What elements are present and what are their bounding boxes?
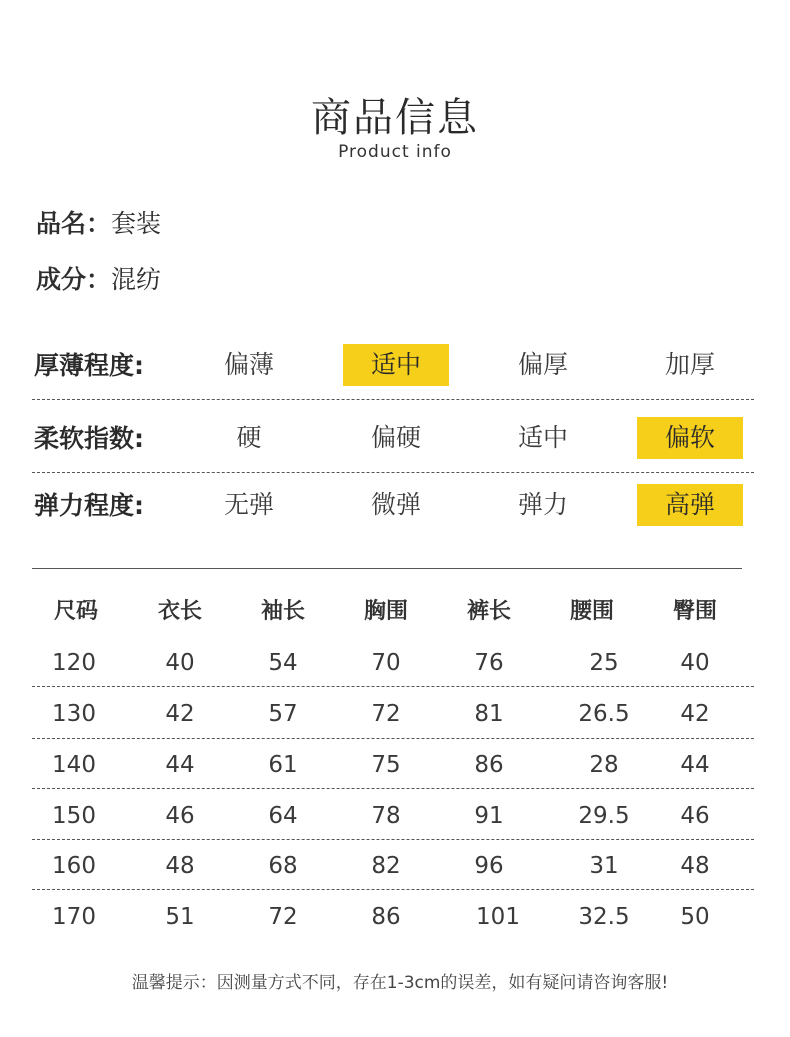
- info-key: 成分：: [36, 265, 112, 294]
- table-cell: 29.5: [578, 803, 630, 829]
- table-cell: 28: [589, 752, 619, 778]
- attr-option: 微弹: [370, 490, 421, 519]
- table-cell: 70: [371, 650, 401, 676]
- table-row: [0, 796, 790, 836]
- divider: [32, 472, 754, 473]
- column-header: 腰围: [569, 599, 614, 624]
- divider: [32, 788, 754, 789]
- table-cell: 91: [474, 803, 504, 829]
- table-cell: 130: [52, 701, 96, 727]
- attr-option: 无弹: [223, 490, 274, 519]
- table-cell: 96: [474, 853, 504, 879]
- table-cell: 64: [268, 803, 298, 829]
- info-value: 混纺: [111, 265, 162, 294]
- table-cell: 170: [52, 904, 96, 930]
- column-header: 袖长: [260, 599, 305, 624]
- attr-row-softness: [0, 414, 790, 464]
- attr-option: 偏厚: [517, 350, 568, 379]
- attr-option-selected: 高弹: [637, 484, 743, 526]
- table-cell: 48: [680, 853, 710, 879]
- table-cell: 82: [371, 853, 401, 879]
- info-product-name: [36, 204, 161, 240]
- table-cell: 40: [165, 650, 195, 676]
- table-cell: 78: [371, 803, 401, 829]
- table-cell: 46: [165, 803, 195, 829]
- table-cell: 101: [476, 904, 520, 930]
- attr-option: 弹力: [517, 490, 568, 519]
- table-cell: 44: [165, 752, 195, 778]
- column-header: 裤长: [466, 599, 511, 624]
- attr-row-thickness: [0, 341, 790, 391]
- attr-option: 加厚: [664, 350, 715, 379]
- table-cell: 25: [589, 650, 619, 676]
- table-cell: 150: [52, 803, 96, 829]
- divider: [32, 399, 754, 400]
- table-cell: 86: [474, 752, 504, 778]
- page-subtitle: Product info: [338, 142, 452, 162]
- size-table-header: [0, 592, 790, 632]
- attr-label: 弹力程度:: [34, 491, 144, 520]
- attr-option: 偏薄: [223, 350, 274, 379]
- table-cell: 76: [474, 650, 504, 676]
- page-title: 商品信息: [311, 95, 479, 141]
- table-row: [0, 745, 790, 785]
- table-cell: 44: [680, 752, 710, 778]
- table-cell: 86: [371, 904, 401, 930]
- attr-option-selected: 偏软: [637, 417, 743, 459]
- divider: [32, 889, 754, 890]
- table-cell: 32.5: [578, 904, 630, 930]
- column-header: 尺码: [53, 599, 98, 624]
- table-cell: 160: [52, 853, 96, 879]
- info-key: 品名：: [36, 209, 112, 238]
- attr-option: 硬: [236, 423, 262, 452]
- measurement-note: 温馨提示：因测量方式不同，存在1-3cm的误差，如有疑问请咨询客服!: [131, 973, 669, 993]
- table-cell: 68: [268, 853, 298, 879]
- table-cell: 72: [371, 701, 401, 727]
- table-cell: 46: [680, 803, 710, 829]
- table-cell: 40: [680, 650, 710, 676]
- divider: [32, 839, 754, 840]
- column-header: 胸围: [363, 599, 408, 624]
- attr-row-elasticity: [0, 481, 790, 531]
- column-header: 衣长: [157, 599, 202, 624]
- divider: [32, 738, 754, 739]
- table-row: [0, 846, 790, 886]
- table-cell: 26.5: [578, 701, 630, 727]
- info-value: 套装: [111, 209, 162, 238]
- attr-label: 厚薄程度:: [34, 351, 144, 380]
- column-header: 臀围: [672, 599, 717, 624]
- divider: [32, 686, 754, 687]
- table-row: [0, 694, 790, 734]
- table-cell: 50: [680, 904, 710, 930]
- attr-option-selected: 适中: [343, 344, 449, 386]
- table-cell: 81: [474, 701, 504, 727]
- table-cell: 140: [52, 752, 96, 778]
- attr-option: 偏硬: [370, 423, 421, 452]
- table-cell: 42: [680, 701, 710, 727]
- attr-option: 适中: [517, 423, 568, 452]
- section-divider: [32, 568, 742, 569]
- table-cell: 75: [371, 752, 401, 778]
- table-cell: 120: [52, 650, 96, 676]
- table-row: [0, 643, 790, 683]
- table-row: [0, 897, 790, 937]
- table-cell: 51: [165, 904, 195, 930]
- table-cell: 48: [165, 853, 195, 879]
- attr-label: 柔软指数:: [34, 424, 144, 453]
- table-cell: 54: [268, 650, 298, 676]
- table-cell: 72: [268, 904, 298, 930]
- table-cell: 31: [589, 853, 619, 879]
- table-cell: 57: [268, 701, 298, 727]
- table-cell: 61: [268, 752, 298, 778]
- table-cell: 42: [165, 701, 195, 727]
- info-material: [36, 260, 161, 296]
